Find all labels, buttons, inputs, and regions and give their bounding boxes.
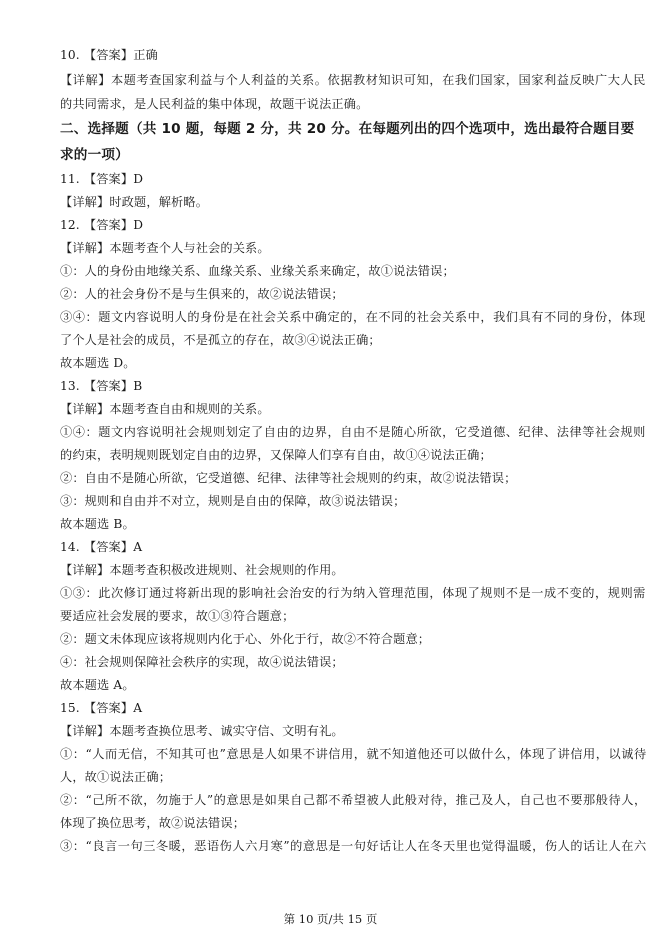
answer-12-explanation: 【详解】本题考查个人与社会的关系。 [60, 241, 270, 255]
answer-15-option-1-line-1: ①：“人而无信，不知其可也”意思是人如果不讲信用，就不知道他还可以做什么，体现了讲信用，以诚待 [60, 747, 647, 761]
answer-15-option-3-line-1: ③：“良言一句三冬暖，恶语伤人六月寒”的意思是一句好话让人在冬天里也觉得温暖，伤人的话让人在六 [60, 839, 647, 853]
answer-13-option-14-line-1: ①④：题文内容说明社会规则划定了自由的边界，自由不是随心所欲，它受道德、纪律、法律等社会规则 [60, 425, 646, 439]
answer-15-option-1-line-2: 人，故①说法正确； [60, 770, 172, 784]
answer-12-conclusion: 故本题选 D。 [60, 356, 136, 370]
answer-15-heading: 15. 【答案】A [60, 701, 143, 715]
answer-15-option-2-line-1: ②：“己所不欲，勿施于人”的意思是如果自己都不希望被人此般对待，推己及人，自己也不要那般待人， [60, 793, 647, 807]
answer-10-explanation-line-2: 的共同需求，是人民利益的集中体现，故题干说法正确。 [60, 97, 369, 111]
answer-12-option-34-line-2: 了个人是社会的成员，不是孤立的存在，故③④说法正确； [60, 333, 381, 347]
answer-13-option-3: ③：规则和自由并不对立，规则是自由的保障，故③说法错误； [60, 494, 406, 508]
answer-11-explanation: 【详解】时政题，解析略。 [60, 195, 209, 209]
answer-10-heading: 10. 【答案】正确 [60, 48, 158, 62]
answer-12-option-1: ①：人的身份由地缘关系、血缘关系、业缘关系来确定，故①说法错误； [60, 264, 455, 278]
answer-13-explanation: 【详解】本题考查自由和规则的关系。 [60, 402, 270, 416]
answer-12-heading: 12. 【答案】D [60, 218, 144, 232]
answer-13-conclusion: 故本题选 B。 [60, 517, 135, 531]
answer-14-conclusion: 故本题选 A。 [60, 678, 135, 692]
answer-14-explanation: 【详解】本题考查积极改进规则、社会规则的作用。 [60, 563, 344, 577]
answer-11-heading: 11. 【答案】D [60, 172, 144, 186]
answer-12-option-2: ②：人的社会身份不是与生俱来的，故②说法错误； [60, 287, 344, 301]
answer-12-option-34-line-1: ③④：题文内容说明人的身份是在社会关系中确定的，在不同的社会关系中，我们具有不同的身份，体现 [60, 310, 646, 324]
answer-14-option-13-line-2: 要适应社会发展的要求，故①③符合题意； [60, 609, 295, 623]
answer-14-option-13-line-1: ①③：此次修订通过将新出现的影响社会治安的行为纳入管理范围，体现了规则不是一成不变的，规则需 [60, 586, 646, 600]
page-footer: 第 10 页/共 15 页 [283, 912, 378, 926]
answer-10-explanation-line-1: 【详解】本题考查国家利益与个人利益的关系。依据教材知识可知，在我们国家，国家利益反映广大人民 [60, 73, 646, 87]
section-heading-line-2: 求的一项） [60, 147, 129, 163]
answer-15-explanation: 【详解】本题考查换位思考、诚实守信、文明有礼。 [60, 724, 344, 738]
answer-13-option-2: ②：自由不是随心所欲，它受道德、纪律、法律等社会规则的约束，故②说法错误； [60, 471, 517, 485]
answer-13-option-14-line-2: 的约束，表明规则既划定自由的边界，又保障人们享有自由，故①④说法正确； [60, 448, 492, 462]
answer-13-heading: 13. 【答案】B [60, 379, 143, 393]
answer-14-option-2: ②：题文未体现应该将规则内化于心、外化于行，故②不符合题意； [60, 632, 431, 646]
answer-14-heading: 14. 【答案】A [60, 540, 143, 554]
answer-14-option-4: ④：社会规则保障社会秩序的实现，故④说法错误； [60, 655, 344, 669]
section-heading-line-1: 二、选择题（共 10 题，每题 2 分，共 20 分。在每题列出的四个选项中，选出最符合题目要 [60, 121, 635, 137]
answer-15-option-2-line-2: 体现了换位思考，故②说法错误； [60, 816, 246, 830]
